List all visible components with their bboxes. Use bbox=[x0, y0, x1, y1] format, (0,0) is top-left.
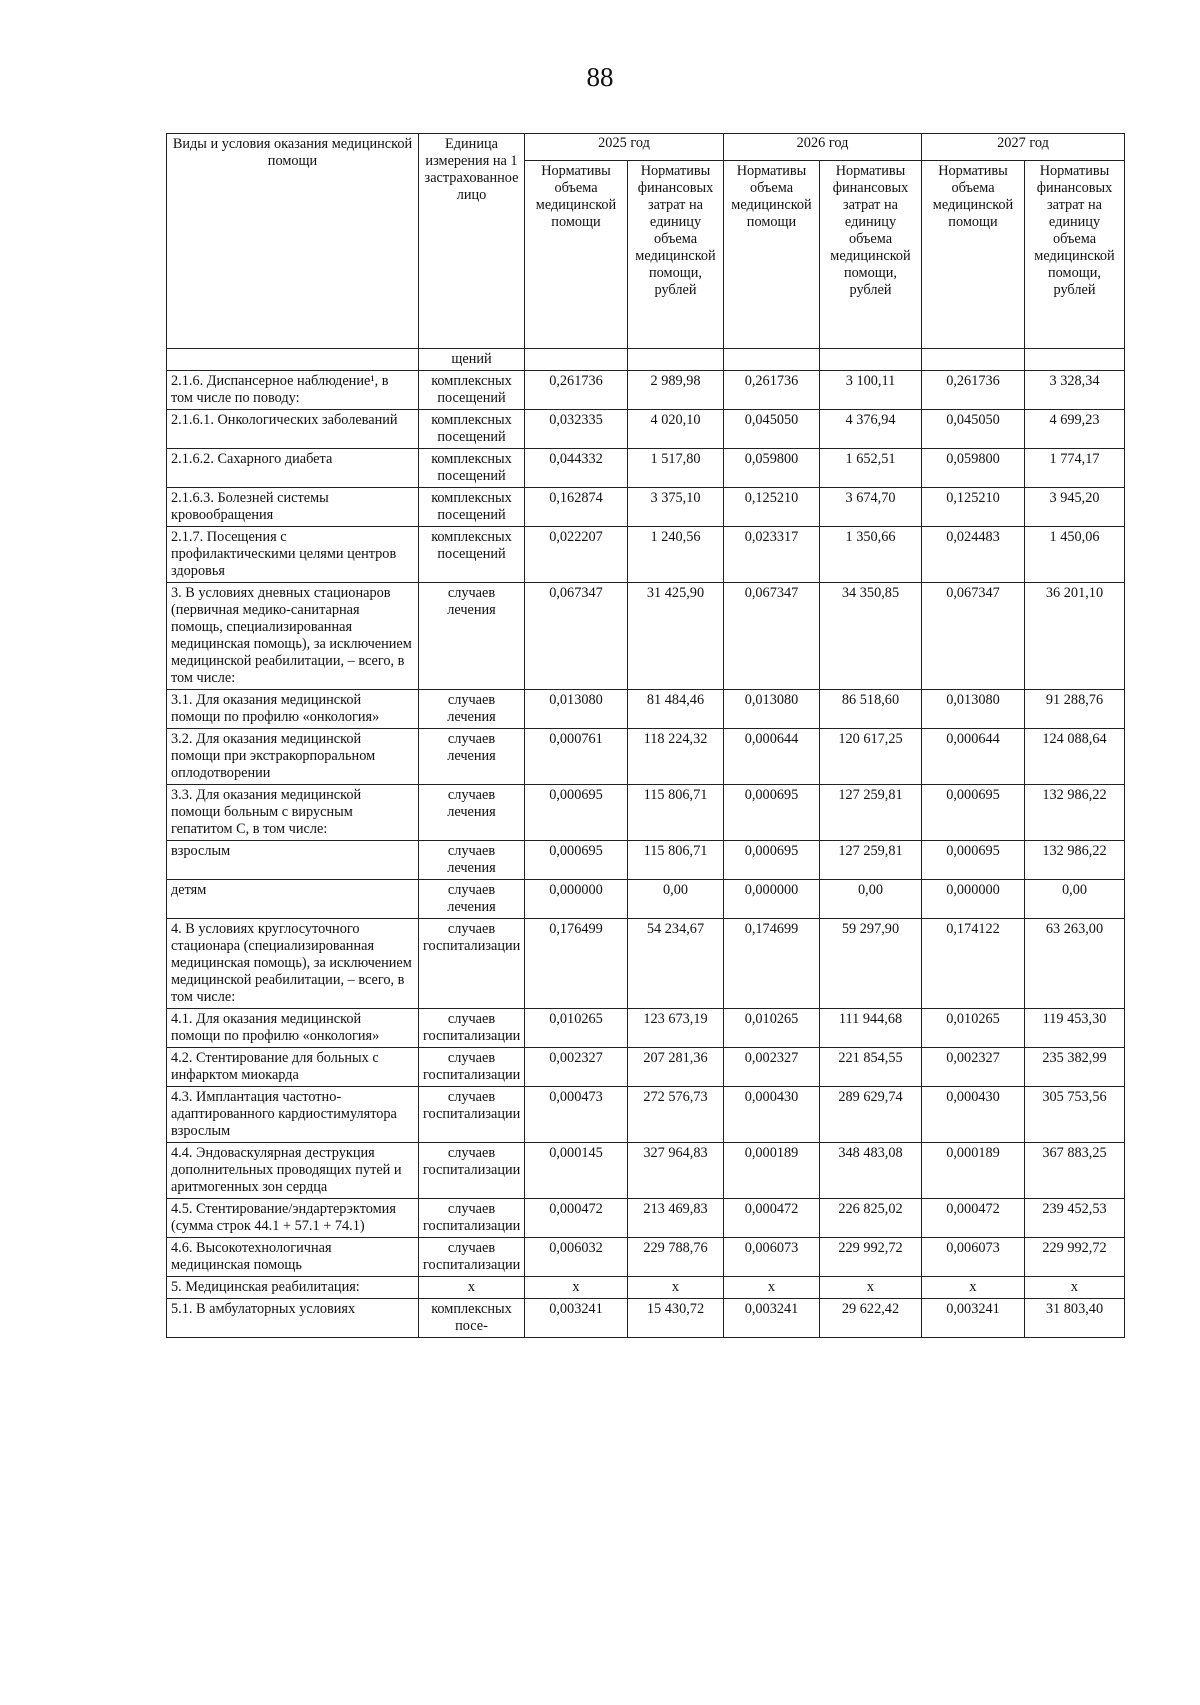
row-cost-2025: 4 020,10 bbox=[628, 410, 724, 449]
row-cost-2027: 239 452,53 bbox=[1025, 1199, 1125, 1238]
row-volume-2025: 0,000695 bbox=[525, 841, 628, 880]
row-volume-2026: 0,000695 bbox=[724, 841, 820, 880]
row-unit: случаев госпитализации bbox=[419, 1048, 525, 1087]
row-type: взрослым bbox=[167, 841, 419, 880]
row-volume-2025: 0,032335 bbox=[525, 410, 628, 449]
row-cost-2026: 1 652,51 bbox=[820, 449, 922, 488]
row-cost-2026: 59 297,90 bbox=[820, 919, 922, 1009]
row-volume-2027 bbox=[922, 349, 1025, 371]
header-cost-2026: Нормативы финансовых затрат на единицу объема медицинской помощи, рублей bbox=[820, 160, 922, 348]
row-volume-2027: 0,013080 bbox=[922, 690, 1025, 729]
row-unit: комплексных посещений bbox=[419, 410, 525, 449]
row-unit: случаев лечения bbox=[419, 729, 525, 785]
row-cost-2027: 229 992,72 bbox=[1025, 1238, 1125, 1277]
table-row bbox=[167, 690, 1125, 729]
table-row bbox=[167, 1199, 1125, 1238]
row-cost-2025: 115 806,71 bbox=[628, 785, 724, 841]
row-cost-2026: 111 944,68 bbox=[820, 1009, 922, 1048]
row-volume-2026: 0,000472 bbox=[724, 1199, 820, 1238]
header-cost-2025: Нормативы финансовых затрат на единицу объема медицинской помощи, рублей bbox=[628, 160, 724, 348]
row-volume-2026: 0,002327 bbox=[724, 1048, 820, 1087]
row-cost-2025 bbox=[628, 349, 724, 371]
row-unit: случаев лечения bbox=[419, 841, 525, 880]
row-cost-2025: 1 240,56 bbox=[628, 527, 724, 583]
header-volume-2026: Нормативы объема медицинской помощи bbox=[724, 160, 820, 348]
table-row bbox=[167, 1277, 1125, 1299]
row-volume-2027: 0,000695 bbox=[922, 785, 1025, 841]
row-cost-2026: 4 376,94 bbox=[820, 410, 922, 449]
row-volume-2025: 0,000145 bbox=[525, 1143, 628, 1199]
row-volume-2027: 0,125210 bbox=[922, 488, 1025, 527]
row-volume-2025: 0,176499 bbox=[525, 919, 628, 1009]
row-volume-2027: 0,003241 bbox=[922, 1299, 1025, 1338]
row-unit: случаев госпитализации bbox=[419, 1238, 525, 1277]
row-type: 2.1.6.2. Сахарного диабета bbox=[167, 449, 419, 488]
row-type: 2.1.6.1. Онкологических заболеваний bbox=[167, 410, 419, 449]
row-volume-2025: 0,003241 bbox=[525, 1299, 628, 1338]
row-volume-2027: 0,006073 bbox=[922, 1238, 1025, 1277]
row-cost-2027: х bbox=[1025, 1277, 1125, 1299]
row-cost-2026: 127 259,81 bbox=[820, 841, 922, 880]
row-volume-2027: 0,024483 bbox=[922, 527, 1025, 583]
row-volume-2026: 0,174699 bbox=[724, 919, 820, 1009]
row-volume-2027: 0,261736 bbox=[922, 371, 1025, 410]
table-row bbox=[167, 919, 1125, 1009]
header-volume-2027: Нормативы объема медицинской помощи bbox=[922, 160, 1025, 348]
row-unit: случаев госпитализации bbox=[419, 919, 525, 1009]
row-cost-2027: 0,00 bbox=[1025, 880, 1125, 919]
table-row bbox=[167, 729, 1125, 785]
row-volume-2026: 0,000000 bbox=[724, 880, 820, 919]
row-volume-2025: 0,000473 bbox=[525, 1087, 628, 1143]
row-type: 3. В условиях дневных стационаров (первичная медико-санитарная помощь, специализированная медицинская помощь), за исключением медицинской реабилитации, – всего, в том числе: bbox=[167, 583, 419, 690]
row-volume-2026: 0,000430 bbox=[724, 1087, 820, 1143]
row-unit: случаев госпитализации bbox=[419, 1199, 525, 1238]
row-cost-2026: 221 854,55 bbox=[820, 1048, 922, 1087]
table-row bbox=[167, 371, 1125, 410]
row-cost-2025: 54 234,67 bbox=[628, 919, 724, 1009]
row-volume-2025: 0,013080 bbox=[525, 690, 628, 729]
row-volume-2025: 0,000695 bbox=[525, 785, 628, 841]
row-cost-2025: 207 281,36 bbox=[628, 1048, 724, 1087]
row-volume-2025: 0,000761 bbox=[525, 729, 628, 785]
row-type: 2.1.7. Посещения с профилактическими целями центров здоровья bbox=[167, 527, 419, 583]
row-volume-2026: 0,010265 bbox=[724, 1009, 820, 1048]
row-cost-2025: 327 964,83 bbox=[628, 1143, 724, 1199]
table-row bbox=[167, 449, 1125, 488]
table-row bbox=[167, 1299, 1125, 1338]
row-volume-2026: 0,045050 bbox=[724, 410, 820, 449]
row-cost-2027: 132 986,22 bbox=[1025, 785, 1125, 841]
row-volume-2026: 0,003241 bbox=[724, 1299, 820, 1338]
row-cost-2026: 120 617,25 bbox=[820, 729, 922, 785]
row-type: 4.3. Имплантация частотно-адаптированного кардиостимулятора взрослым bbox=[167, 1087, 419, 1143]
row-volume-2025: 0,006032 bbox=[525, 1238, 628, 1277]
row-volume-2027: 0,000000 bbox=[922, 880, 1025, 919]
row-type: 3.2. Для оказания медицинской помощи при экстракорпоральном оплодотворении bbox=[167, 729, 419, 785]
row-volume-2026: 0,000189 bbox=[724, 1143, 820, 1199]
table-row bbox=[167, 583, 1125, 690]
row-cost-2026: 34 350,85 bbox=[820, 583, 922, 690]
row-cost-2026: 289 629,74 bbox=[820, 1087, 922, 1143]
row-unit: случаев госпитализации bbox=[419, 1009, 525, 1048]
row-volume-2027: 0,000695 bbox=[922, 841, 1025, 880]
row-cost-2025: 123 673,19 bbox=[628, 1009, 724, 1048]
row-cost-2025: 31 425,90 bbox=[628, 583, 724, 690]
row-type: 4.1. Для оказания медицинской помощи по профилю «онкология» bbox=[167, 1009, 419, 1048]
row-volume-2027: 0,045050 bbox=[922, 410, 1025, 449]
row-volume-2027: 0,174122 bbox=[922, 919, 1025, 1009]
row-cost-2026: 127 259,81 bbox=[820, 785, 922, 841]
row-volume-2027: 0,002327 bbox=[922, 1048, 1025, 1087]
row-type: 5.1. В амбулаторных условиях bbox=[167, 1299, 419, 1338]
row-volume-2025: 0,000000 bbox=[525, 880, 628, 919]
row-cost-2027: 1 774,17 bbox=[1025, 449, 1125, 488]
row-volume-2027: 0,000472 bbox=[922, 1199, 1025, 1238]
table-row bbox=[167, 527, 1125, 583]
row-volume-2026: 0,013080 bbox=[724, 690, 820, 729]
header-cost-2027: Нормативы финансовых затрат на единицу объема медицинской помощи, рублей bbox=[1025, 160, 1125, 348]
row-volume-2026: 0,125210 bbox=[724, 488, 820, 527]
row-cost-2026: 3 674,70 bbox=[820, 488, 922, 527]
row-cost-2025: 229 788,76 bbox=[628, 1238, 724, 1277]
table-row bbox=[167, 1087, 1125, 1143]
row-volume-2027: 0,000189 bbox=[922, 1143, 1025, 1199]
header-year-2025: 2025 год bbox=[525, 134, 724, 161]
table-row bbox=[167, 1009, 1125, 1048]
row-volume-2027: 0,059800 bbox=[922, 449, 1025, 488]
row-unit: комплексных посещений bbox=[419, 449, 525, 488]
row-volume-2026: 0,067347 bbox=[724, 583, 820, 690]
row-cost-2026: х bbox=[820, 1277, 922, 1299]
row-cost-2026: 0,00 bbox=[820, 880, 922, 919]
row-volume-2027: 0,000430 bbox=[922, 1087, 1025, 1143]
row-cost-2026: 86 518,60 bbox=[820, 690, 922, 729]
row-cost-2026: 3 100,11 bbox=[820, 371, 922, 410]
row-type: 4.2. Стентирование для больных с инфарктом миокарда bbox=[167, 1048, 419, 1087]
row-cost-2025: 3 375,10 bbox=[628, 488, 724, 527]
row-volume-2025: 0,261736 bbox=[525, 371, 628, 410]
row-unit: комплексных посещений bbox=[419, 371, 525, 410]
row-volume-2026: х bbox=[724, 1277, 820, 1299]
row-volume-2025: 0,044332 bbox=[525, 449, 628, 488]
row-cost-2026: 229 992,72 bbox=[820, 1238, 922, 1277]
row-volume-2027: 0,010265 bbox=[922, 1009, 1025, 1048]
row-type: 4.4. Эндоваскулярная деструкция дополнительных проводящих путей и аритмогенных зон сердца bbox=[167, 1143, 419, 1199]
row-cost-2027: 124 088,64 bbox=[1025, 729, 1125, 785]
row-type: 4. В условиях круглосуточного стационара (специализированная медицинская помощь), за исключением медицинской реабилитации, – всего, в том числе: bbox=[167, 919, 419, 1009]
row-type: 3.3. Для оказания медицинской помощи больным с вирусным гепатитом С, в том числе: bbox=[167, 785, 419, 841]
table-row bbox=[167, 349, 1125, 371]
row-cost-2025: 272 576,73 bbox=[628, 1087, 724, 1143]
table-row bbox=[167, 1048, 1125, 1087]
table-row bbox=[167, 880, 1125, 919]
row-cost-2026 bbox=[820, 349, 922, 371]
row-type: 3.1. Для оказания медицинской помощи по профилю «онкология» bbox=[167, 690, 419, 729]
table-row bbox=[167, 488, 1125, 527]
row-volume-2026 bbox=[724, 349, 820, 371]
row-volume-2027: 0,067347 bbox=[922, 583, 1025, 690]
row-volume-2026: 0,006073 bbox=[724, 1238, 820, 1277]
row-type: 4.5. Стентирование/эндартерэктомия (сумма строк 44.1 + 57.1 + 74.1) bbox=[167, 1199, 419, 1238]
row-cost-2025: 2 989,98 bbox=[628, 371, 724, 410]
row-unit: случаев лечения bbox=[419, 583, 525, 690]
row-cost-2025: 15 430,72 bbox=[628, 1299, 724, 1338]
row-unit: случаев лечения bbox=[419, 880, 525, 919]
row-type bbox=[167, 349, 419, 371]
row-cost-2027: 305 753,56 bbox=[1025, 1087, 1125, 1143]
row-cost-2027 bbox=[1025, 349, 1125, 371]
row-volume-2027: х bbox=[922, 1277, 1025, 1299]
table-row bbox=[167, 410, 1125, 449]
row-cost-2027: 132 986,22 bbox=[1025, 841, 1125, 880]
row-cost-2025: 118 224,32 bbox=[628, 729, 724, 785]
table-row bbox=[167, 1238, 1125, 1277]
page-number: 88 bbox=[586, 62, 614, 92]
row-volume-2025: 0,002327 bbox=[525, 1048, 628, 1087]
row-type: 4.6. Высокотехнологичная медицинская помощь bbox=[167, 1238, 419, 1277]
row-volume-2025: 0,067347 bbox=[525, 583, 628, 690]
row-type: 5. Медицинская реабилитация: bbox=[167, 1277, 419, 1299]
row-cost-2026: 1 350,66 bbox=[820, 527, 922, 583]
row-unit: комплексных посещений bbox=[419, 527, 525, 583]
row-unit: щений bbox=[419, 349, 525, 371]
row-cost-2027: 119 453,30 bbox=[1025, 1009, 1125, 1048]
row-cost-2027: 1 450,06 bbox=[1025, 527, 1125, 583]
row-cost-2027: 36 201,10 bbox=[1025, 583, 1125, 690]
header-volume-2025: Нормативы объема медицинской помощи bbox=[525, 160, 628, 348]
header-type: Виды и условия оказания медицинской помощи bbox=[167, 134, 419, 349]
table-row bbox=[167, 841, 1125, 880]
row-cost-2025: 81 484,46 bbox=[628, 690, 724, 729]
row-cost-2027: 367 883,25 bbox=[1025, 1143, 1125, 1199]
norms-table bbox=[166, 133, 1125, 1338]
row-cost-2025: 115 806,71 bbox=[628, 841, 724, 880]
row-cost-2027: 63 263,00 bbox=[1025, 919, 1125, 1009]
row-cost-2027: 3 945,20 bbox=[1025, 488, 1125, 527]
header-row-years bbox=[167, 134, 1125, 161]
row-unit: случаев лечения bbox=[419, 785, 525, 841]
row-cost-2025: 1 517,80 bbox=[628, 449, 724, 488]
row-volume-2026: 0,059800 bbox=[724, 449, 820, 488]
row-volume-2025: 0,162874 bbox=[525, 488, 628, 527]
row-unit: комплексных посе- bbox=[419, 1299, 525, 1338]
row-volume-2025: 0,010265 bbox=[525, 1009, 628, 1048]
row-cost-2025: х bbox=[628, 1277, 724, 1299]
row-unit: х bbox=[419, 1277, 525, 1299]
row-unit: случаев госпитализации bbox=[419, 1087, 525, 1143]
row-cost-2026: 226 825,02 bbox=[820, 1199, 922, 1238]
row-cost-2027: 31 803,40 bbox=[1025, 1299, 1125, 1338]
row-cost-2027: 3 328,34 bbox=[1025, 371, 1125, 410]
row-volume-2027: 0,000644 bbox=[922, 729, 1025, 785]
row-cost-2027: 91 288,76 bbox=[1025, 690, 1125, 729]
table-row bbox=[167, 785, 1125, 841]
row-volume-2025 bbox=[525, 349, 628, 371]
row-type: 2.1.6.3. Болезней системы кровообращения bbox=[167, 488, 419, 527]
row-unit: комплексных посещений bbox=[419, 488, 525, 527]
row-volume-2025: х bbox=[525, 1277, 628, 1299]
header-year-2027: 2027 год bbox=[922, 134, 1125, 161]
row-volume-2026: 0,023317 bbox=[724, 527, 820, 583]
row-cost-2026: 29 622,42 bbox=[820, 1299, 922, 1338]
row-unit: случаев лечения bbox=[419, 690, 525, 729]
row-cost-2027: 235 382,99 bbox=[1025, 1048, 1125, 1087]
row-cost-2025: 213 469,83 bbox=[628, 1199, 724, 1238]
table-row bbox=[167, 1143, 1125, 1199]
row-volume-2025: 0,022207 bbox=[525, 527, 628, 583]
row-cost-2027: 4 699,23 bbox=[1025, 410, 1125, 449]
row-unit: случаев госпитализации bbox=[419, 1143, 525, 1199]
row-volume-2026: 0,000644 bbox=[724, 729, 820, 785]
row-volume-2025: 0,000472 bbox=[525, 1199, 628, 1238]
row-type: 2.1.6. Диспансерное наблюдение¹, в том числе по поводу: bbox=[167, 371, 419, 410]
row-volume-2026: 0,261736 bbox=[724, 371, 820, 410]
row-cost-2025: 0,00 bbox=[628, 880, 724, 919]
header-unit: Единица измерения на 1 застрахованное лицо bbox=[419, 134, 525, 349]
row-volume-2026: 0,000695 bbox=[724, 785, 820, 841]
row-cost-2026: 348 483,08 bbox=[820, 1143, 922, 1199]
row-type: детям bbox=[167, 880, 419, 919]
header-year-2026: 2026 год bbox=[724, 134, 922, 161]
